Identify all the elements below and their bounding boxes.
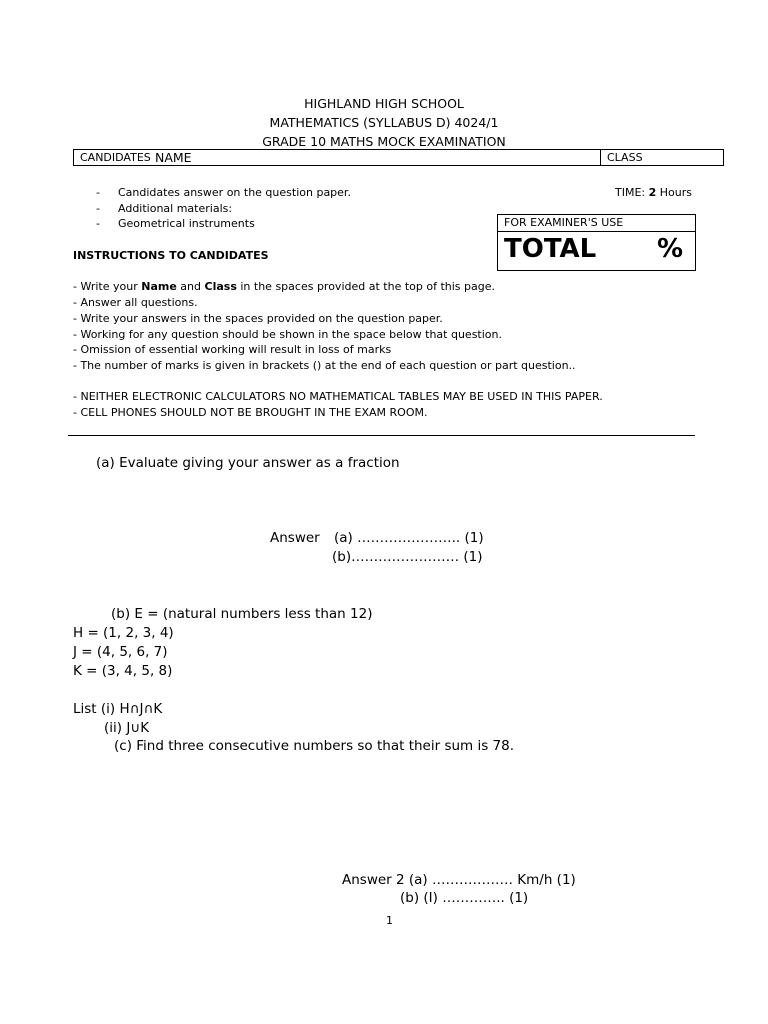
instruction-line: - The number of marks is given in brackets () at the end of each question or part question.. — [73, 359, 576, 372]
instruction-line: - Omission of essential working will result in loss of marks — [73, 343, 392, 356]
percent-label: % — [656, 234, 683, 264]
instruction-text: - Write your — [73, 280, 142, 293]
set-j: J = (4, 5, 6, 7) — [73, 644, 168, 660]
question-b-prompt: (b) E = (natural numbers less than 12) — [111, 606, 373, 622]
instruction-line: - Working for any question should be shown in the space below that question. — [73, 328, 502, 341]
class-word: Class — [204, 280, 237, 293]
page-number: 1 — [386, 914, 393, 927]
set-k: K = (3, 4, 5, 8) — [73, 663, 173, 679]
total-label: TOTAL — [504, 234, 597, 264]
set-h: H = (1, 2, 3, 4) — [73, 625, 174, 641]
candidate-info-box[interactable] — [73, 149, 724, 166]
name-label: NAME — [155, 150, 192, 165]
exam-time — [615, 186, 692, 199]
instruction-text: and — [176, 280, 205, 293]
time-unit: Hours — [659, 186, 693, 199]
list-item-i: List (i) H∩J∩K — [73, 701, 163, 717]
candidates-label: CANDIDATES — [80, 151, 151, 164]
warning-line: - CELL PHONES SHOULD NOT BE BROUGHT IN THE EXAM ROOM. — [73, 406, 428, 419]
examiner-title: FOR EXAMINER'S USE — [504, 216, 624, 229]
time-label: TIME: — [615, 186, 646, 199]
name-word: Name — [141, 280, 177, 293]
subject-title: MATHEMATICS (SYLLABUS D) 4024/1 — [269, 115, 499, 130]
bullet-dash: - — [96, 186, 100, 199]
warning-line: - NEITHER ELECTRONIC CALCULATORS NO MATHEMATICAL TABLES MAY BE USED IN THIS PAPER. — [73, 390, 603, 403]
bullet-dash: - — [96, 217, 100, 230]
question-c-prompt: (c) Find three consecutive numbers so that their sum is 78. — [114, 738, 515, 754]
school-name: HIGHLAND HIGH SCHOOL — [304, 96, 464, 111]
instruction-line: - Write your answers in the spaces provided on the question paper. — [73, 312, 443, 325]
examiner-box — [497, 214, 696, 271]
instruction-line — [73, 280, 495, 293]
answer-1a-line[interactable]: (a) ………………….. (1) — [334, 530, 484, 546]
horizontal-rule — [68, 435, 695, 436]
instruction-text: in the spaces provided at the top of this page. — [236, 280, 495, 293]
answer-1b-line[interactable]: (b)…………………… (1) — [332, 549, 483, 565]
materials-item: Candidates answer on the question paper. — [118, 186, 351, 199]
list-item-ii: (ii) J∪K — [104, 720, 150, 736]
exam-title: GRADE 10 MATHS MOCK EXAMINATION — [262, 134, 506, 149]
examiner-box-separator — [498, 231, 695, 232]
answer-label: Answer — [270, 530, 320, 546]
bullet-dash: - — [96, 202, 100, 215]
materials-item: Additional materials: — [118, 202, 233, 215]
question-1a-prompt: (a) Evaluate giving your answer as a fraction — [96, 455, 400, 471]
instruction-line: - Answer all questions. — [73, 296, 198, 309]
instructions-heading: INSTRUCTIONS TO CANDIDATES — [73, 249, 269, 262]
time-value: 2 — [648, 186, 657, 199]
class-label: CLASS — [607, 151, 643, 164]
name-class-divider — [600, 150, 601, 165]
materials-item: Geometrical instruments — [118, 217, 255, 230]
answer-2a-line[interactable]: Answer 2 (a) ……………… Km/h (1) — [342, 872, 576, 888]
answer-2b-line[interactable]: (b) (I) ………….. (1) — [400, 890, 529, 906]
